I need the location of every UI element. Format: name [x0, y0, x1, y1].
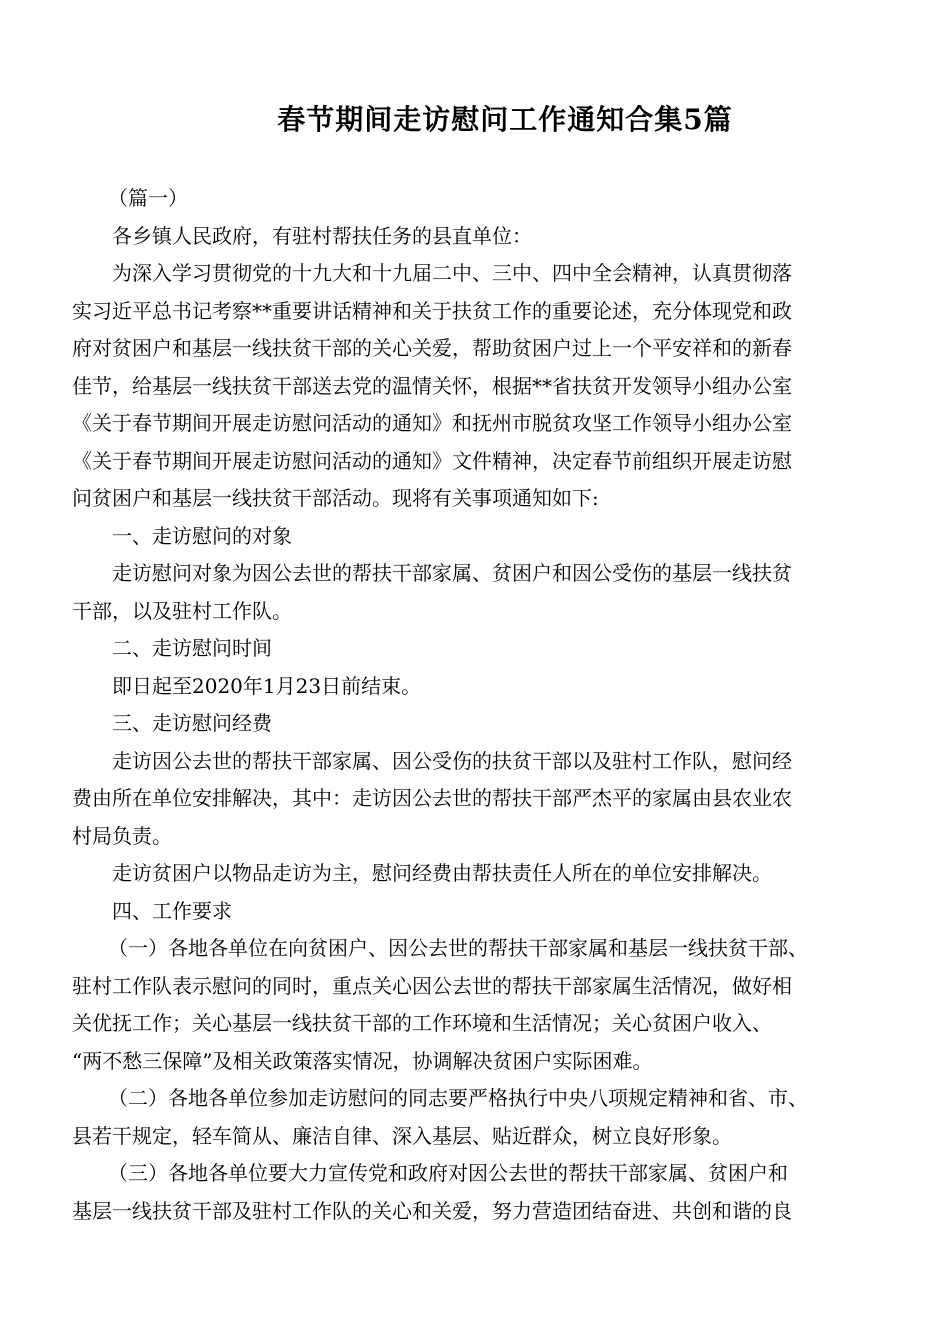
salutation: 各乡镇人民政府，有驻村帮扶任务的县直单位：: [112, 223, 532, 248]
section-heading: 二、走访慰问时间: [112, 636, 272, 660]
paragraph-line: 实习近平总书记考察**重要讲话精神和关于扶贫工作的重要论述，充分体现党和政: [72, 298, 792, 323]
paragraph-line: 为深入学习贯彻党的十九大和十九届二中、三中、四中全会精神，认真贯彻落: [112, 261, 792, 285]
paragraph-line: 费由所在单位安排解决，其中：走访因公去世的帮扶干部严杰平的家属由县农业农: [72, 786, 792, 810]
paragraph-line: 《关于春节期间开展走访慰问活动的通知》和抚州市脱贫攻坚工作领导小组办公室: [72, 411, 792, 435]
paragraph-line: 即日起至2020年1月23日前结束。: [112, 673, 422, 698]
paragraph-line: 走访慰问对象为因公去世的帮扶干部家属、贫困户和因公受伤的基层一线扶贫: [112, 561, 792, 585]
document-body: [72, 180, 890, 1230]
paragraph-line: 走访贫困户以物品走访为主，慰问经费由帮扶责任人所在的单位安排解决。: [112, 861, 772, 885]
paragraph-line: （一）各地各单位在向贫困户、因公去世的帮扶干部家属和基层一线扶贫干部、: [108, 936, 808, 960]
paragraph-line: （二）各地各单位参加走访慰问的同志要严格执行中央八项规定精神和省、市、: [108, 1086, 808, 1110]
section-heading: 一、走访慰问的对象: [112, 523, 292, 548]
paragraph-line: （三）各地各单位要大力宣传党和政府对因公去世的帮扶干部家属、贫困户和: [108, 1161, 788, 1185]
paragraph-line: 走访因公去世的帮扶干部家属、因公受伤的扶贫干部以及驻村工作队，慰问经: [112, 748, 792, 773]
paragraph-line: 府对贫困户和基层一线扶贫干部的关心关爱，帮助贫困户过上一个平安祥和的新春: [72, 336, 792, 360]
paragraph-line: 关优抚工作；关心基层一线扶贫干部的工作环境和生活情况；关心贫困户收入、: [72, 1011, 772, 1035]
paragraph-line: 干部，以及驻村工作队。: [72, 598, 292, 623]
section-heading: 三、走访慰问经费: [112, 711, 272, 735]
paragraph-line: 问贫困户和基层一线扶贫干部活动。现将有关事项通知如下:: [72, 486, 599, 510]
paragraph-line: “两不愁三保障”及相关政策落实情况，协调解决贫困户实际困难。: [72, 1048, 653, 1073]
paragraph-line: 基层一线扶贫干部及驻村工作队的关心和关爱，努力营造团结奋进、共创和谐的良: [72, 1198, 792, 1223]
section-label: （篇一）: [108, 186, 188, 210]
paragraph-line: 村局负责。: [72, 823, 172, 848]
paragraph-line: 县若干规定，轻车简从、廉洁自律、深入基层、贴近群众，树立良好形象。: [72, 1123, 732, 1148]
section-heading: 四、工作要求: [112, 898, 232, 923]
paragraph-line: 驻村工作队表示慰问的同时，重点关心因公去世的帮扶干部家属生活情况，做好相: [72, 973, 792, 998]
document-title: 春节期间走访慰问工作通知合集5篇: [277, 103, 733, 136]
paragraph-line: 佳节，给基层一线扶贫干部送去党的温情关怀，根据**省扶贫开发领导小组办公室: [72, 373, 792, 398]
paragraph-line: 《关于春节期间开展走访慰问活动的通知》文件精神，决定春节前组织开展走访慰: [72, 448, 792, 473]
